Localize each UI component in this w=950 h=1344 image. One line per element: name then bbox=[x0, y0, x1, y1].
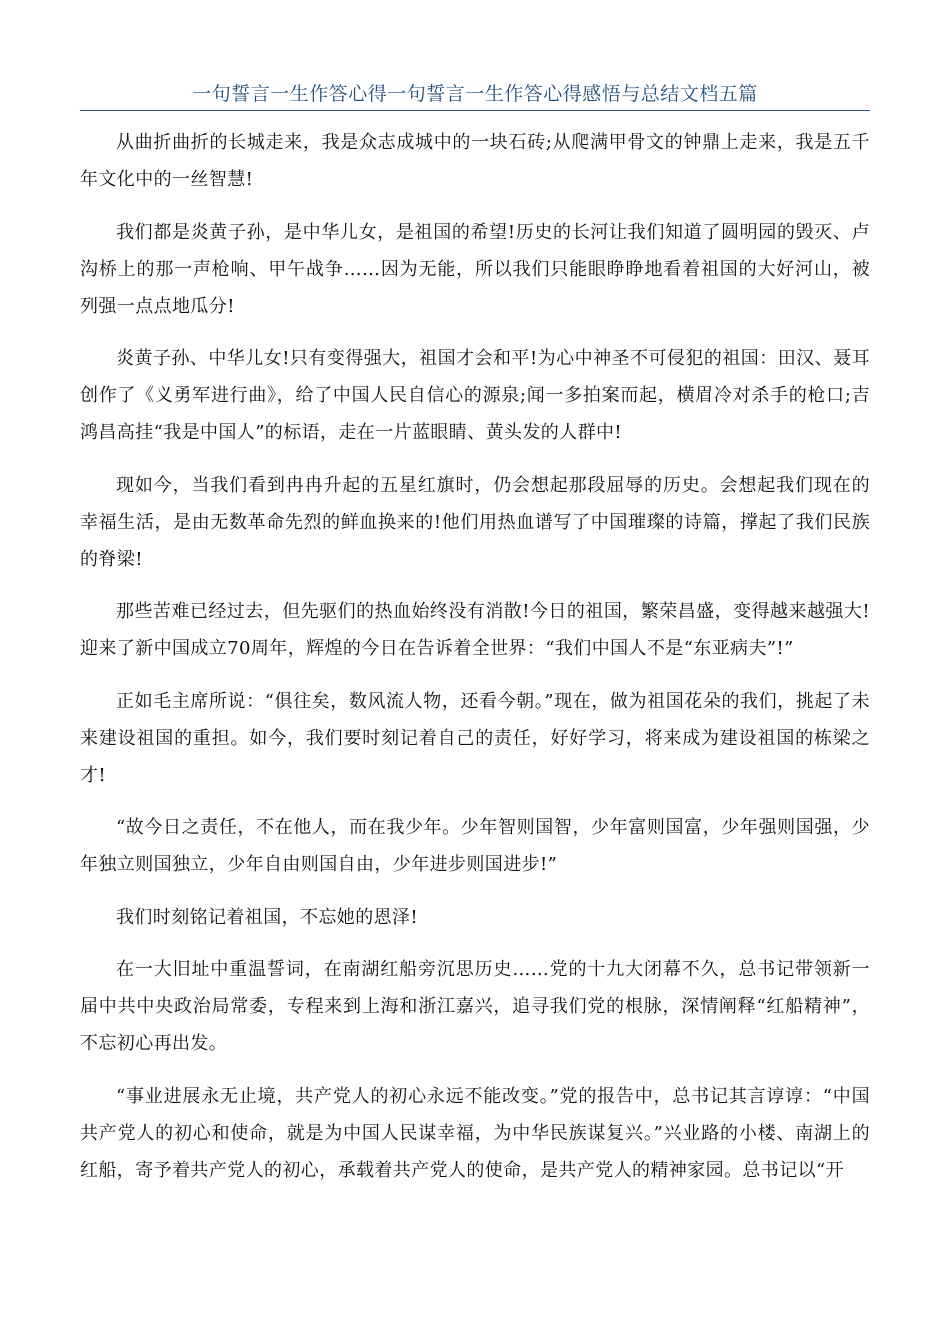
paragraph-5: 那些苦难已经过去，但先驱们的热血始终没有消散!今日的祖国，繁荣昌盛，变得越来越强大!迎来了新中国成立70周年，辉煌的今日在告诉着全世界：“我们中国人不是“东亚病夫”!” bbox=[80, 601, 870, 659]
paragraph-1: 从曲折曲折的长城走来，我是众志成城中的一块石砖;从爬满甲骨文的钟鼎上走来，我是五千年文化中的一丝智慧! bbox=[80, 132, 870, 190]
paragraph-2: 我们都是炎黄子孙，是中华儿女，是祖国的希望!历史的长河让我们知道了圆明园的毁灭、卢沟桥上的那一声枪响、甲午战争……因为无能，所以我们只能眼睁睁地看着祖国的大好河山，被列强一点点地瓜分! bbox=[80, 221, 870, 317]
document-header-title: 一句誓言一生作答心得一句誓言一生作答心得感悟与总结文档五篇 bbox=[192, 83, 758, 105]
paragraph-3: 炎黄子孙、中华儿女!只有变得强大，祖国才会和平!为心中神圣不可侵犯的祖国：田汉、聂耳创作了《义勇军进行曲》，给了中国人民自信心的源泉;闻一多拍案而起，横眉冷对杀手的枪口;吉鸿昌高挂“我是中国人”的标语，走在一片蓝眼睛、黄头发的人群中! bbox=[80, 348, 870, 443]
paragraph-4: 现如今，当我们看到冉冉升起的五星红旗时，仍会想起那段屈辱的历史。会想起我们现在的幸福生活，是由无数革命先烈的鲜血换来的!他们用热血谱写了中国璀璨的诗篇，撑起了我们民族的脊梁! bbox=[80, 474, 870, 570]
paragraph-9: 在一大旧址中重温誓词，在南湖红船旁沉思历史……党的十九大闭幕不久，总书记带领新一届中共中央政治局常委，专程来到上海和浙江嘉兴，追寻我们党的根脉，深情阐释“红船精神”，不忘初心再出发。 bbox=[80, 959, 870, 1054]
paragraph-7: “故今日之责任，不在他人，而在我少年。少年智则国智，少年富则国富，少年强则国强，少年独立则国独立，少年自由则国自由，少年进步则国进步!” bbox=[80, 817, 870, 875]
document-body bbox=[80, 124, 870, 1204]
header-divider bbox=[80, 110, 870, 111]
paragraph-10: “事业进展永无止境，共产党人的初心永远不能改变。”党的报告中，总书记其言谆谆：“中国共产党人的初心和使命，就是为中国人民谋幸福，为中华民族谋复兴。”兴业路的小楼、南湖上的红船，寄予着共产党人的初心，承载着共产党人的使命，是共产党人的精神家园。总书记以“开 bbox=[80, 1085, 870, 1181]
paragraph-8: 我们时刻铭记着祖国，不忘她的恩泽! bbox=[116, 906, 419, 928]
paragraph-6: 正如毛主席所说：“俱往矣，数风流人物，还看今朝。”现在，做为祖国花朵的我们，挑起了未来建设祖国的重担。如今，我们要时刻记着自己的责任，好好学习，将来成为建设祖国的栋梁之才! bbox=[80, 690, 870, 786]
